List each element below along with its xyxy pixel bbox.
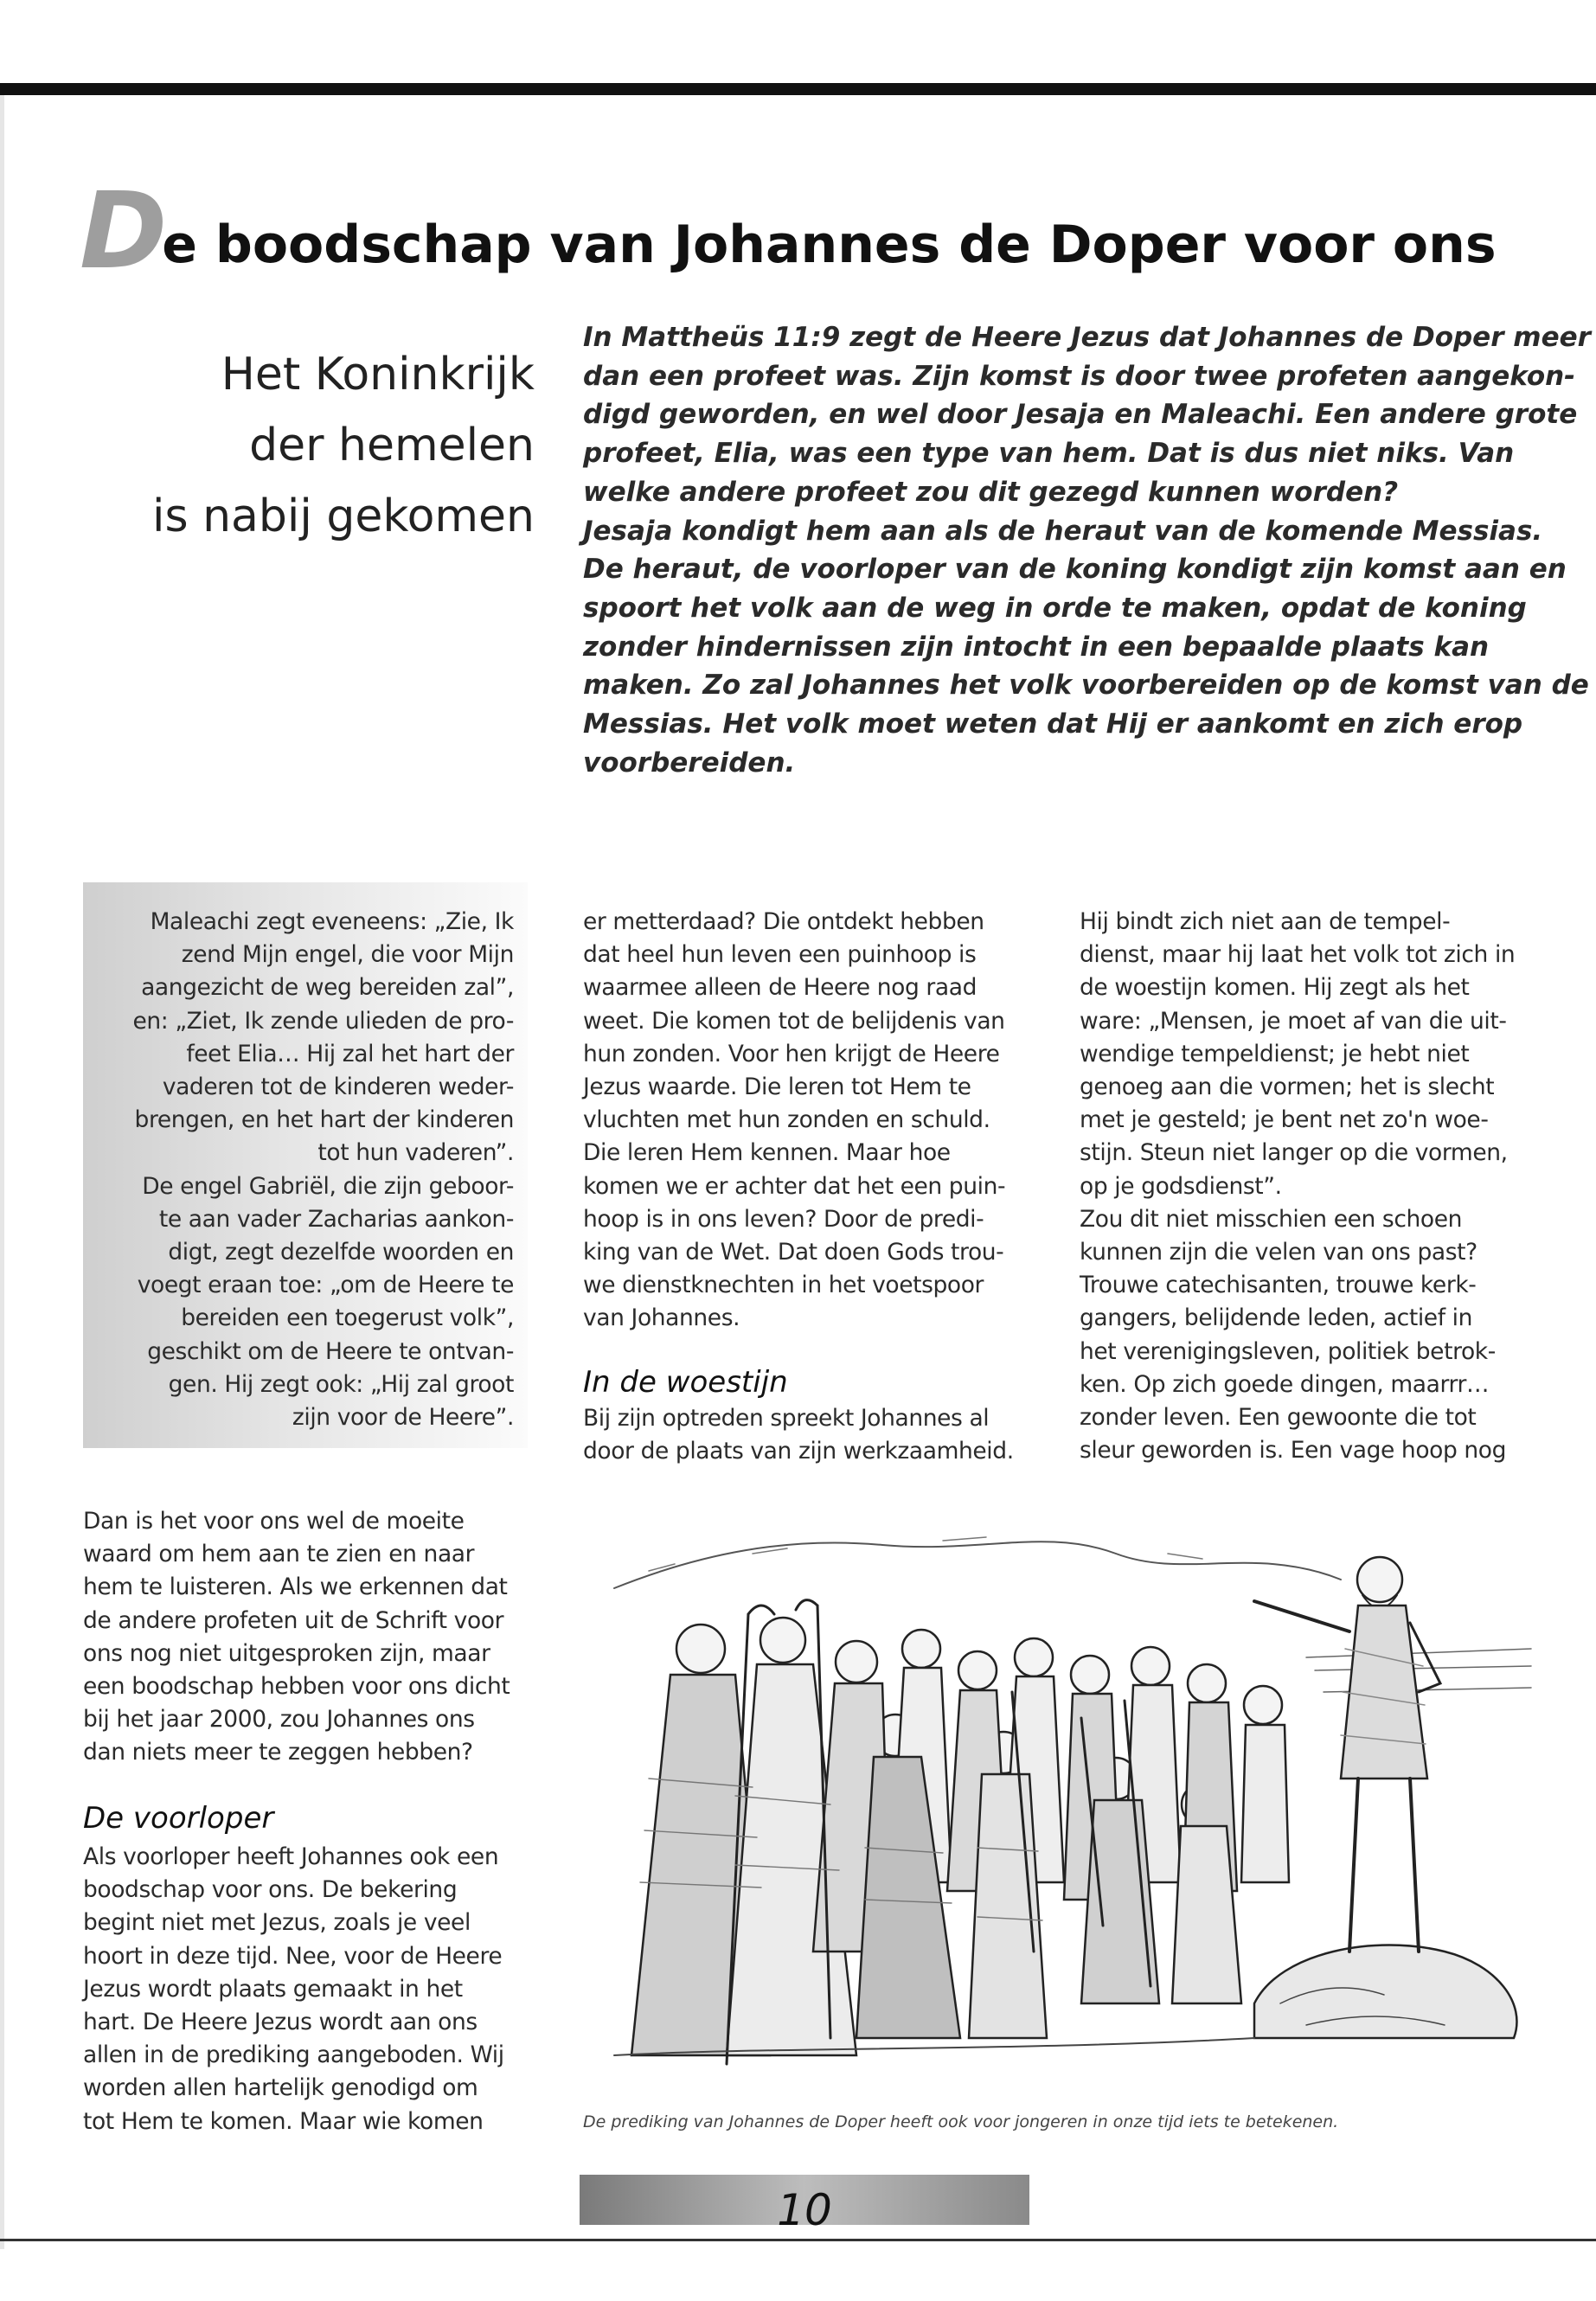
column-line: we dienstknechten in het voetspoor [583,1272,984,1299]
column-3-text [1080,906,1547,1467]
intro-line: digd geworden, en wel door Jesaja en Maleachi. Een andere grote [583,399,1578,431]
column-line: vluchten met hun zonden en schuld. [583,1106,990,1134]
column-line: er metterdaad? Die ontdekt hebben [583,908,984,935]
quote-line: digt, zegt dezelfde woorden en [168,1239,514,1266]
title-text: e boodschap van Johannes de Doper voor ons [162,215,1497,275]
intro-line: spoort het volk aan de weg in orde te maken, opdat de koning [583,592,1527,624]
column-line: van Johannes. [583,1304,740,1332]
quote-line: De engel Gabriël, die zijn geboor- [142,1172,514,1200]
column-line: stijn. Steun niet langer op die vormen, [1080,1139,1508,1167]
column-line: Dan is het voor ons wel de moeite [83,1508,465,1535]
column-line: boodschap voor ons. De bekering [83,1876,458,1904]
column-line: king van de Wet. Dat doen Gods trou- [583,1239,1004,1266]
column-line: komen we er achter dat het een puin- [583,1172,1006,1200]
column-line: de woestijn komen. Hij zegt als het [1080,974,1470,1002]
column-line: dienst, maar hij laat het volk tot zich in [1080,941,1516,969]
column-line: wendige tempeldienst; je hebt niet [1080,1040,1470,1067]
intro-paragraph [583,318,1591,782]
intro-line: Jesaja kondigt hem aan als de heraut van de komende Messias. [583,515,1543,547]
quote-line: aangezicht de weg bereiden zal”, [141,974,514,1002]
column-line: hoop is in ons leven? Door de predi- [583,1205,984,1233]
quote-line: tot hun vaderen”. [317,1139,514,1167]
column-line: een boodschap hebben voor ons dicht [83,1673,510,1701]
bottom-rule [0,2239,1596,2241]
column-line: Jezus wordt plaats gemaakt in het [83,1975,463,2003]
column-line: Jezus waarde. Die leren tot Hem te [583,1074,971,1101]
intro-line: De heraut, de voorloper van de koning kondigt zijn komst aan en [583,554,1567,586]
column-line: ware: „Mensen, je moet af van die uit- [1080,1007,1507,1035]
column-line: bij het jaar 2000, zou Johannes ons [83,1706,475,1734]
column-line: Die leren Hem kennen. Maar hoe [583,1139,951,1167]
quote-line: vaderen tot de kinderen weder- [162,1074,514,1101]
column-line: gangers, belijdende leden, actief in [1080,1304,1473,1332]
column-line: door de plaats van zijn werkzaamheid. [583,1438,1014,1465]
subtitle [61,339,535,552]
column-line: worden allen hartelijk genodigd om [83,2074,478,2102]
column-line: Als voorloper heeft Johannes ook een [83,1843,499,1870]
column-line: hart. De Heere Jezus wordt aan ons [83,2009,478,2036]
quote-line: Maleachi zegt eveneens: „Zie, Ik [150,908,514,935]
intro-line: Messias. Het volk moet weten dat Hij er aankomt en zich erop [583,708,1523,740]
column-line: dat heel hun leven een puinhoop is [583,941,977,969]
column-line: ken. Op zich goede dingen, maarrr… [1080,1370,1490,1398]
column-line: waarmee alleen de Heere nog raad [583,974,977,1002]
quote-line: te aan vader Zacharias aankon- [158,1205,514,1233]
column-line: genoeg aan die vormen; het is slecht [1080,1074,1495,1101]
intro-line: profeet, Elia, was een type van hem. Dat is dus niet niks. Van [583,438,1515,470]
column-line: tot Hem te komen. Maar wie komen [83,2107,484,2135]
quote-box-text [95,906,514,1434]
quote-line: brengen, en het hart der kinderen [134,1106,514,1134]
column-line: Zou dit niet misschien een schoen [1080,1205,1463,1233]
column-line: allen in de prediking aangeboden. Wij [83,2041,504,2069]
column-line: Trouwe catechisanten, trouwe kerk- [1080,1272,1477,1299]
column-line: hun zonden. Voor hen krijgt de Heere [583,1040,1000,1067]
column-line: zonder leven. Een gewoonte die tot [1080,1404,1477,1432]
column-line: dan niets meer te zeggen hebben? [83,1739,473,1766]
illustration-caption: De prediking van Johannes de Doper heeft ook voor jongeren in onze tijd iets te betekenen. [583,2112,1339,2131]
intro-line: maken. Zo zal Johannes het volk voorbereiden op de komst van de [583,670,1589,702]
column-2-continued [583,1402,1050,1468]
column-1-text [83,1505,542,1770]
subtitle-line: is nabij gekomen [152,490,535,542]
column-line: met je gesteld; je bent net zo'n woe- [1080,1106,1489,1134]
quote-line: zend Mijn engel, die voor Mijn [181,941,514,969]
column-line: waard om hem aan te zien en naar [83,1541,475,1568]
column-line: weet. Die komen tot de belijdenis van [583,1007,1005,1035]
top-rule [0,83,1596,95]
column-line: hem te luisteren. Als we erkennen dat [83,1574,508,1601]
page-edge [0,95,4,2249]
quote-line: voegt eraan toe: „om de Heere te [137,1272,514,1299]
quote-line: en: „Ziet, Ik zende ulieden de pro- [132,1007,514,1035]
column-line: hoort in deze tijd. Nee, voor de Heere [83,1942,503,1970]
quote-line: zijn voor de Heere”. [292,1404,514,1432]
john-the-baptist-illustration [597,1519,1540,2074]
intro-line: welke andere profeet zou dit gezegd kunnen worden? [583,476,1399,508]
page-number: 10 [777,2185,832,2232]
quote-line: geschikt om de Heere te ontvan- [147,1337,514,1365]
section-heading-woestijn: In de woestijn [583,1365,788,1400]
title-dropcap: D [80,170,163,292]
column-line: op je godsdienst”. [1080,1172,1282,1200]
intro-line: In Mattheüs 11:9 zegt de Heere Jezus dat Johannes de Doper meer [583,322,1591,353]
intro-line: dan een profeet was. Zijn komst is door twee profeten aangekon- [583,360,1576,392]
column-line: het verenigingsleven, politiek betrok- [1080,1337,1496,1365]
column-line: Hij bindt zich niet aan de tempel- [1080,908,1451,935]
column-2-text [583,906,1050,1336]
intro-line: zonder hindernissen zijn intocht in een bepaalde plaats kan [583,631,1490,663]
column-line: de andere profeten uit de Schrift voor [83,1606,504,1634]
column-line: Bij zijn optreden spreekt Johannes al [583,1405,990,1432]
quote-line: gen. Hij zegt ook: „Hij zal groot [168,1370,514,1398]
subtitle-line: Het Koninkrijk [221,349,535,401]
column-1-continued [83,1841,542,2138]
column-line: begint niet met Jezus, zoals je veel [83,1909,471,1937]
quote-line: bereiden een toegerust volk”, [181,1304,514,1332]
column-line: kunnen zijn die velen van ons past? [1080,1239,1477,1266]
subtitle-line: der hemelen [249,420,535,471]
intro-line: voorbereiden. [583,747,796,779]
column-line: ons nog niet uitgesproken zijn, maar [83,1639,490,1667]
quote-line: feet Elia… Hij zal het hart der [186,1040,514,1067]
column-line: sleur geworden is. Een vage hoop nog [1080,1437,1507,1465]
section-heading-voorloper: De voorloper [83,1801,274,1836]
page-title [80,170,1550,292]
